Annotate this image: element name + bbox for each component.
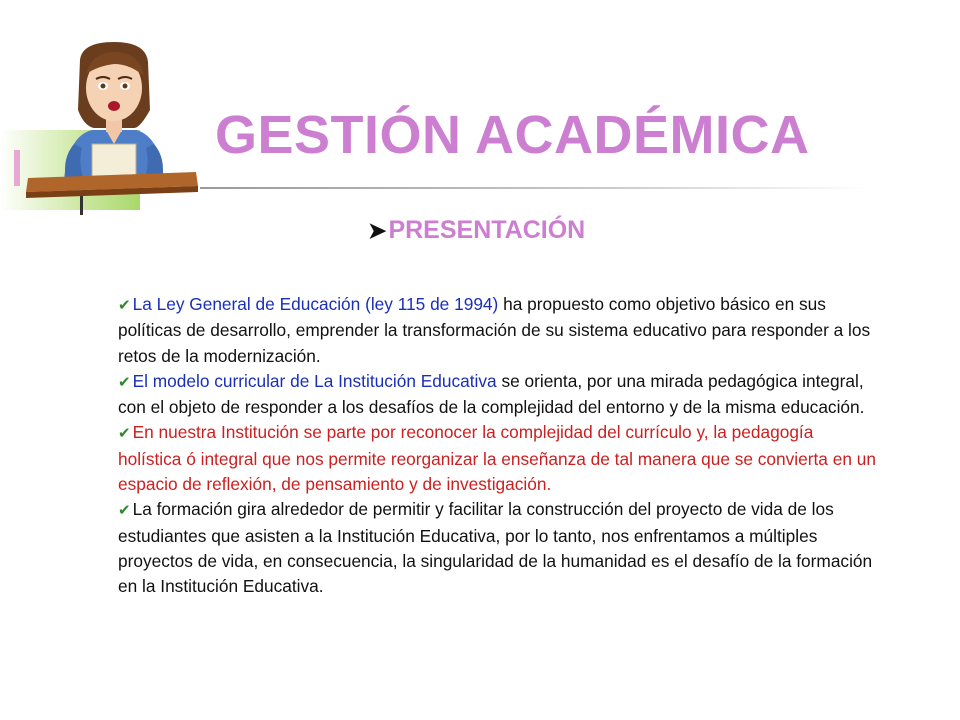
paragraph-1-text: ha propuesto como objetivo básico en sus políticas de desarrollo, emprender la transformación de su sistema educativo para responder a los retos de la modernización. (118, 294, 871, 366)
arrow-bullet-icon: ➤ (368, 218, 387, 243)
decorative-pink-bar (14, 150, 20, 186)
check-bullet-icon: ✔ (118, 502, 131, 520)
paragraph-4 (118, 497, 880, 599)
paragraph-4-text: La formación gira alrededor de permitir y facilitar la construcción del proyecto de vida de los estudiantes que asisten a la Institución Educativa, por lo tanto, nos enfrentamos a múltiples proyectos de vida, en consecuencia, la singularidad de la humanidad es el desafío de la formación en la Institución Educativa. (118, 499, 873, 597)
check-bullet-icon: ✔ (118, 425, 131, 443)
page-title: GESTIÓN ACADÉMICA (215, 105, 810, 165)
presentation-body (118, 292, 880, 600)
teacher-at-desk-illustration (22, 40, 202, 200)
paragraph-1-highlight: La Ley General de Educación (ley 115 de 1994) (132, 294, 499, 314)
paragraph-3-text: En nuestra Institución se parte por reconocer la complejidad del currículo y, la pedagogía holística ó integral que nos permite reorganizar la enseñanza de tal manera que se convierta en un espacio de reflexión, de pensamiento y de investigación. (118, 422, 876, 495)
paragraph-2-text: se orienta, por una mirada pedagógica integral, con el objeto de responder a los desafíos de la complejidad del entorno y de la misma educación. (118, 370, 865, 418)
title-underline (200, 187, 870, 189)
check-bullet-icon: ✔ (118, 373, 131, 391)
check-bullet-icon: ✔ (118, 297, 131, 314)
paragraph-2-highlight: El modelo curricular de La Institución Educativa (132, 370, 497, 391)
section-heading (368, 216, 585, 245)
paragraph-1 (118, 292, 880, 369)
section-heading-text: PRESENTACIÓN (388, 216, 586, 244)
paragraph-2 (118, 369, 880, 421)
paragraph-3 (118, 420, 880, 497)
